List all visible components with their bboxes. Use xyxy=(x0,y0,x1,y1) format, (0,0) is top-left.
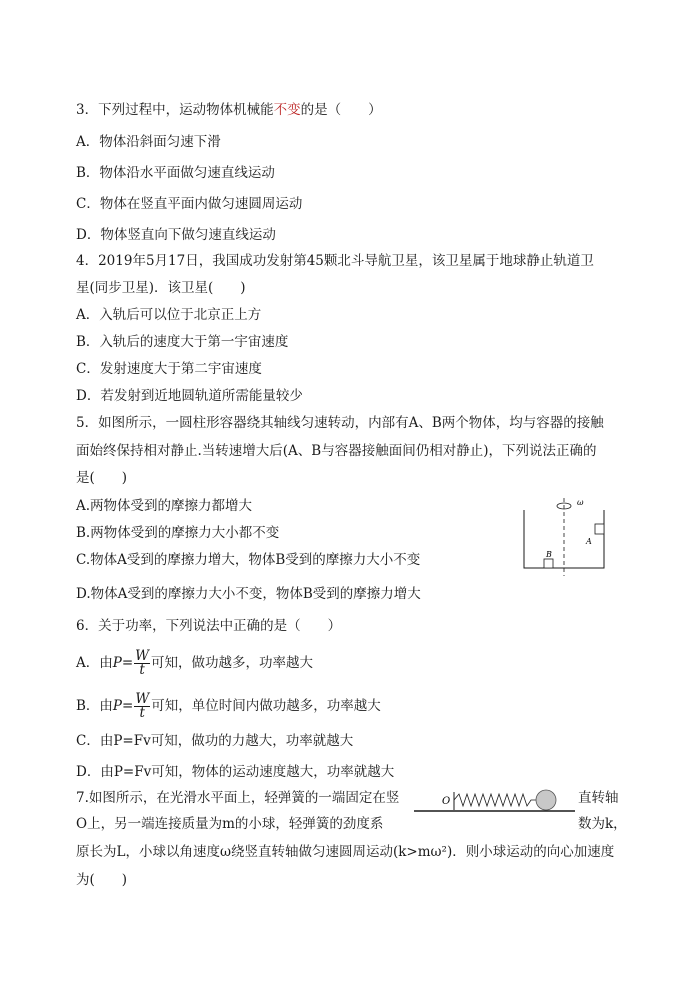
q6-option-b-fraction xyxy=(134,693,150,720)
q7-stem-line2-left: O上，另一端连接质量为m的小球，轻弹簧的劲度系 xyxy=(76,816,384,832)
pivot-o-label: O xyxy=(442,796,451,807)
block-a xyxy=(595,524,604,534)
q4-option-a: A．入轨后可以位于北京正上方 xyxy=(76,307,262,323)
q7-stem-line3: 原长为L，小球以角速度ω绕竖直转轴做匀速圆周运动(k>mω²)．则小球运动的向心加速度 xyxy=(76,844,615,860)
q7-stem-line1-right: 直转轴 xyxy=(578,790,619,806)
fraction-denominator: t xyxy=(139,662,145,678)
q7-spring-diagram xyxy=(412,784,577,818)
q5-option-b: B.两物体受到的摩擦力大小都不变 xyxy=(76,525,280,541)
q6-option-b-formula-lhs: P= xyxy=(112,698,134,714)
q3-stem xyxy=(76,101,382,119)
q3-option-c: C．物体在竖直平面内做匀速圆周运动 xyxy=(76,196,303,212)
q5-option-a: A.两物体受到的摩擦力都增大 xyxy=(76,498,253,514)
omega-label: ω xyxy=(577,498,584,507)
fraction-denominator: t xyxy=(139,705,145,721)
q6-option-a-formula-lhs: P= xyxy=(112,655,134,671)
q6-option-b-prefix: B．由 xyxy=(76,698,113,714)
q4-option-d: D．若发射到近地圆轨道所需能量较少 xyxy=(76,388,303,404)
fraction-numerator: W xyxy=(135,648,150,664)
q6-option-a xyxy=(76,650,313,677)
q5-container-diagram xyxy=(520,496,610,576)
q7-stem-line1-left: 7.如图所示，在光滑水平面上，轻弹簧的一端固定在竖 xyxy=(76,790,400,806)
q5-stem-line2: 面始终保持相对静止.当转速增大后(A、B与容器接触面间仍相对静止)，下列说法正确的 xyxy=(76,443,597,459)
q4-stem-line2: 星(同步卫星)．该卫星( ) xyxy=(76,280,246,296)
q4-option-b: B．入轨后的速度大于第一宇宙速度 xyxy=(76,334,289,350)
q5-option-d: D.物体A受到的摩擦力大小不变，物体B受到的摩擦力增大 xyxy=(76,586,421,602)
q5-stem-line1: 5．如图所示，一圆柱形容器绕其轴线匀速转动，内部有A、B两个物体，均与容器的接触 xyxy=(76,415,604,431)
q5-stem-line3: 是( ) xyxy=(76,470,128,486)
q5-option-c: C.物体A受到的摩擦力增大，物体B受到的摩擦力大小不变 xyxy=(76,552,421,568)
q3-option-d: D．物体竖直向下做匀速直线运动 xyxy=(76,227,276,243)
block-a-label: A xyxy=(586,537,592,546)
q7-stem-line2-right: 数为k， xyxy=(578,816,627,832)
q6-option-a-prefix: A．由 xyxy=(76,655,113,671)
q6-option-c: C．由P=Fv可知，做功的力越大，功率就越大 xyxy=(76,733,354,749)
q6-option-d: D．由P=Fv可知，物体的运动速度越大，功率就越大 xyxy=(76,764,395,780)
q3-option-a: A．物体沿斜面匀速下滑 xyxy=(76,134,221,150)
block-b-label: B xyxy=(546,550,552,559)
q3-stem-text-a: 3．下列过程中，运动物体机械能 xyxy=(76,102,274,118)
block-b xyxy=(544,559,553,568)
q6-option-b-suffix: 可知，单位时间内做功越多，功率越大 xyxy=(151,698,381,714)
q3-option-b: B．物体沿水平面做匀速直线运动 xyxy=(76,165,275,181)
container-walls xyxy=(524,510,604,568)
spring-icon xyxy=(454,794,536,806)
q6-option-a-fraction xyxy=(134,650,150,677)
q3-stem-emphasis: 不变 xyxy=(273,102,301,118)
ball-icon xyxy=(536,790,556,810)
q6-option-b xyxy=(76,693,381,720)
q6-stem: 6．关于功率，下列说法中正确的是（ ） xyxy=(76,618,342,634)
q6-option-a-suffix: 可知，做功越多，功率越大 xyxy=(151,655,314,671)
q4-stem-line1: 4．2019年5月17日，我国成功发射第45颗北斗导航卫星，该卫星属于地球静止轨道卫 xyxy=(76,253,594,269)
q3-stem-text-b: 的是（ ） xyxy=(300,102,382,118)
q7-stem-line4: 为( ) xyxy=(76,872,128,888)
fraction-numerator: W xyxy=(135,691,150,707)
q4-option-c: C．发射速度大于第二宇宙速度 xyxy=(76,361,262,377)
